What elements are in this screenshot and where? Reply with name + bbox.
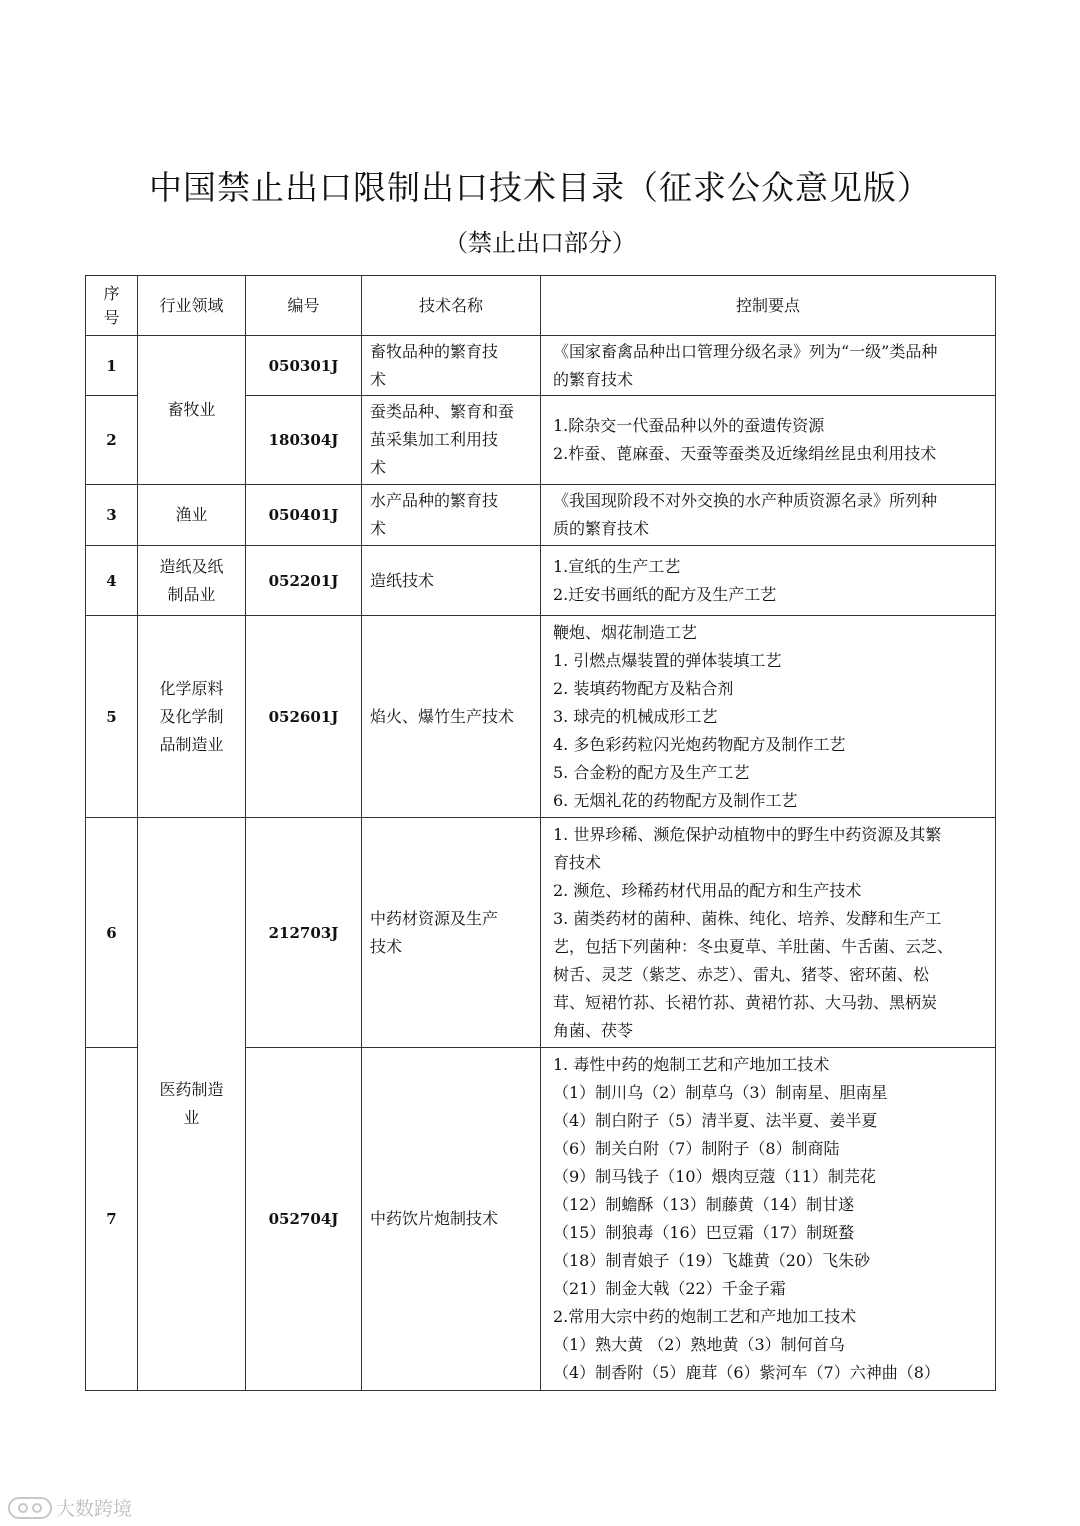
control-line: 3. 菌类药材的菌种、菌株、纯化、培养、发酵和生产工 bbox=[553, 908, 942, 928]
control-line: （6）制关白附（7）制附子（8）制商陆 bbox=[553, 1139, 840, 1158]
control-line: 2.柞蚕、蓖麻蚕、天蚕等蚕类及近缘绢丝昆虫利用技术 bbox=[553, 444, 937, 463]
row-industry bbox=[138, 546, 246, 616]
row-industry bbox=[138, 616, 246, 818]
industry-line: 化学原料 bbox=[159, 678, 224, 698]
row-code: 052601J bbox=[246, 616, 362, 818]
tech-name-line: 技术 bbox=[370, 936, 403, 956]
row-code: 050301J bbox=[246, 336, 362, 396]
row-control-points bbox=[541, 396, 996, 485]
control-line: （21）制金大戟（22）千金子霜 bbox=[553, 1279, 786, 1298]
control-line: （18）制青娘子（19）飞雄黄（20）飞朱砂 bbox=[553, 1251, 871, 1270]
control-line: 1.宣纸的生产工艺 bbox=[553, 556, 681, 576]
tech-name-line: 术 bbox=[370, 369, 387, 389]
row-seq: 5 bbox=[86, 616, 138, 818]
tech-name-line: 中药饮片炮制技术 bbox=[370, 1209, 499, 1228]
row-tech-name bbox=[362, 336, 541, 396]
control-line: 2.迁安书画纸的配方及生产工艺 bbox=[553, 584, 777, 604]
row-control-points bbox=[541, 485, 996, 546]
row-seq: 6 bbox=[86, 818, 138, 1048]
header-industry: 行业领域 bbox=[138, 276, 246, 336]
industry-line: 制品业 bbox=[167, 584, 216, 604]
control-line: 3. 球壳的机械成形工艺 bbox=[553, 706, 718, 726]
control-line: （1）制川乌（2）制草乌（3）制南星、胆南星 bbox=[553, 1083, 888, 1102]
control-line: 艺，包括下列菌种：冬虫夏草、羊肚菌、牛舌菌、云芝、 bbox=[553, 936, 954, 956]
tech-name-line: 蚕类品种、繁育和蚕 bbox=[370, 402, 515, 421]
control-line: 角菌、茯苓 bbox=[553, 1020, 634, 1040]
header-code: 编号 bbox=[246, 276, 362, 336]
control-line: 鞭炮、烟花制造工艺 bbox=[553, 622, 698, 642]
tech-name-line: 术 bbox=[370, 519, 387, 538]
row-tech-name bbox=[362, 818, 541, 1048]
tech-name-line: 茧采集加工利用技 bbox=[370, 430, 499, 449]
header-seq-line: 号 bbox=[103, 307, 120, 327]
control-line: 1. 世界珍稀、濒危保护动植物中的野生中药资源及其繁 bbox=[553, 824, 942, 844]
watermark bbox=[8, 1494, 132, 1521]
control-line: 2. 装填药物配方及粘合剂 bbox=[553, 678, 734, 698]
tech-name-line: 中药材资源及生产 bbox=[370, 908, 499, 928]
control-line: 树舌、灵芝（紫芝、赤芝）、雷丸、猪苓、密环菌、松 bbox=[553, 964, 930, 984]
table-row bbox=[86, 546, 996, 616]
control-line: （4）制白附子（5）清半夏、法半夏、姜半夏 bbox=[553, 1111, 878, 1130]
control-line: 1.除杂交一代蚕品种以外的蚕遗传资源 bbox=[553, 416, 825, 435]
industry-line: 品制造业 bbox=[159, 734, 224, 754]
header-seq-line: 序 bbox=[103, 283, 120, 303]
row-seq: 7 bbox=[86, 1048, 138, 1391]
row-control-points bbox=[541, 818, 996, 1048]
control-line: 茸、短裙竹荪、长裙竹荪、黄裙竹荪、大马勃、黑柄炭 bbox=[553, 992, 938, 1012]
tech-name-line: 造纸技术 bbox=[370, 570, 435, 590]
tech-name-line: 焰火、爆竹生产技术 bbox=[370, 706, 515, 726]
table-row bbox=[86, 818, 996, 1048]
control-line: 2.常用大宗中药的炮制工艺和产地加工技术 bbox=[553, 1307, 857, 1326]
row-seq: 4 bbox=[86, 546, 138, 616]
industry-line: 造纸及纸 bbox=[159, 556, 224, 576]
control-line: 2. 濒危、珍稀药材代用品的配方和生产技术 bbox=[553, 880, 862, 900]
document-subtitle: （禁止出口部分） bbox=[444, 229, 636, 257]
row-code: 052201J bbox=[246, 546, 362, 616]
tech-name-line: 畜牧品种的繁育技 bbox=[370, 341, 499, 361]
row-seq: 3 bbox=[86, 485, 138, 546]
control-line: （1）熟大黄 （2）熟地黄（3）制何首乌 bbox=[553, 1335, 845, 1354]
control-line: 5. 合金粉的配方及生产工艺 bbox=[553, 762, 750, 782]
control-line: （4）制香附（5）鹿茸（6）紫河车（7）六神曲（8） bbox=[553, 1363, 940, 1382]
document-title: 中国禁止出口限制出口技术目录（征求公众意见版） bbox=[149, 168, 931, 207]
header-seq bbox=[86, 276, 138, 336]
table-header-row bbox=[86, 276, 996, 336]
industry-line: 业 bbox=[183, 1108, 200, 1127]
control-line: 6. 无烟礼花的药物配方及制作工艺 bbox=[553, 790, 798, 810]
control-line: 的繁育技术 bbox=[553, 369, 634, 389]
control-line: 1. 引燃点爆装置的弹体装填工艺 bbox=[553, 650, 782, 670]
watermark-text: 大数跨境 bbox=[56, 1498, 133, 1520]
control-line: 育技术 bbox=[553, 852, 602, 872]
control-line: 质的繁育技术 bbox=[553, 519, 650, 538]
row-seq: 1 bbox=[86, 336, 138, 396]
row-seq: 2 bbox=[86, 396, 138, 485]
technology-catalog-table bbox=[85, 275, 996, 1391]
header-name: 技术名称 bbox=[362, 276, 541, 336]
control-line: 4. 多色彩药粒闪光炮药物配方及制作工艺 bbox=[553, 734, 846, 754]
tech-name-line: 术 bbox=[370, 458, 387, 477]
row-tech-name bbox=[362, 485, 541, 546]
industry-line: 医药制造 bbox=[159, 1080, 224, 1099]
row-industry: 渔业 bbox=[138, 485, 246, 546]
control-line: （12）制蟾酥（13）制藤黄（14）制甘遂 bbox=[553, 1195, 855, 1214]
row-control-points bbox=[541, 1048, 996, 1391]
control-line: （9）制马钱子（10）煨肉豆蔻（11）制芫花 bbox=[553, 1167, 876, 1186]
row-code: 052704J bbox=[246, 1048, 362, 1391]
row-code: 212703J bbox=[246, 818, 362, 1048]
control-line: 《我国现阶段不对外交换的水产种质资源名录》所列种 bbox=[553, 491, 938, 510]
table-row bbox=[86, 485, 996, 546]
row-tech-name bbox=[362, 396, 541, 485]
row-tech-name bbox=[362, 616, 541, 818]
table-row bbox=[86, 616, 996, 818]
tech-name-line: 水产品种的繁育技 bbox=[370, 491, 499, 510]
row-code: 050401J bbox=[246, 485, 362, 546]
row-control-points bbox=[541, 616, 996, 818]
row-control-points bbox=[541, 336, 996, 396]
table-row bbox=[86, 336, 996, 396]
control-line: （15）制狼毒（16）巴豆霜（17）制斑蝥 bbox=[553, 1223, 855, 1242]
weibo-eye-logo-icon bbox=[8, 1497, 52, 1519]
row-control-points bbox=[541, 546, 996, 616]
header-control: 控制要点 bbox=[541, 276, 996, 336]
control-line: 《国家畜禽品种出口管理分级名录》列为“一级”类品种 bbox=[553, 341, 938, 361]
row-industry bbox=[138, 818, 246, 1391]
row-tech-name bbox=[362, 546, 541, 616]
row-code: 180304J bbox=[246, 396, 362, 485]
control-line: 1. 毒性中药的炮制工艺和产地加工技术 bbox=[553, 1055, 830, 1074]
industry-line: 及化学制 bbox=[159, 706, 224, 726]
row-tech-name bbox=[362, 1048, 541, 1391]
row-industry: 畜牧业 bbox=[138, 336, 246, 485]
